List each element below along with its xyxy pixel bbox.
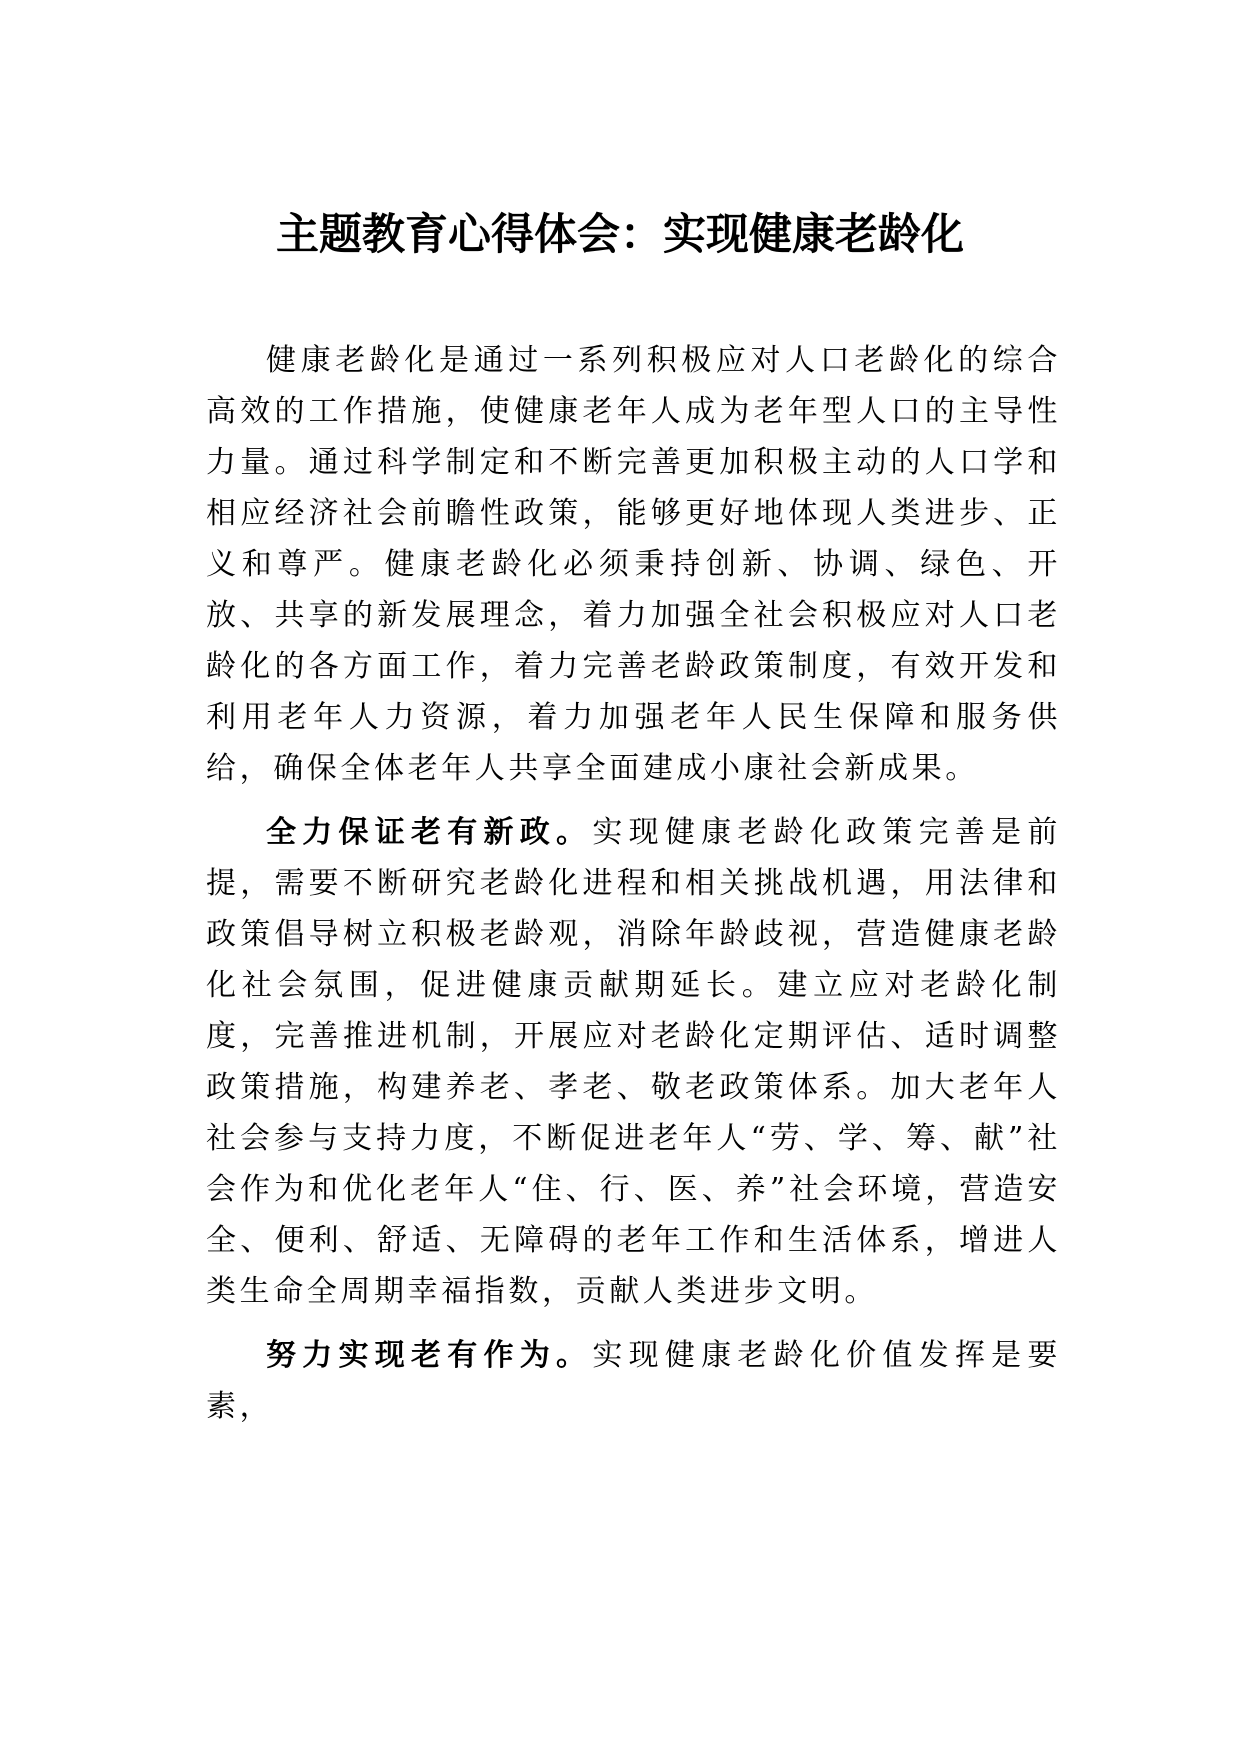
paragraph-text: 健康老龄化是通过一系列积极应对人口老龄化的综合高效的工作措施，使健康老年人成为老年型人口的主导性力量。通过科学制定和不断完善更加积极主动的人口学和相应经济社会前瞻性政策，能够更好地体现人类进步、正义和尊严。健康老龄化必须秉持创新、协调、绿色、开放、共享的新发展理念，着力加强全社会积极应对人口老龄化的各方面工作，着力完善老龄政策制度，有效开发和利用老年人力资源，着力加强老年人民生保障和服务供给，确保全体老年人共享全面建成小康社会新成果。 bbox=[206, 343, 1061, 786]
intro-paragraph bbox=[206, 335, 1061, 794]
paragraph-heading: 努力实现老有作为。 bbox=[266, 1338, 593, 1373]
paragraph-text: 实现健康老龄化价值发挥是要素， bbox=[206, 1338, 1061, 1424]
paragraph-heading: 全力保证老有新政。 bbox=[266, 815, 593, 850]
paragraph-text: 实现健康老龄化政策完善是前提，需要不断研究老龄化进程和相关挑战机遇，用法律和政策倡导树立积极老龄观，消除年龄歧视，营造健康老龄化社会氛围，促进健康贡献期延长。建立应对老龄化制度，完善推进机制，开展应对老龄化定期评估、适时调整政策措施，构建养老、孝老、敬老政策体系。加大老年人社会参与支持力度，不断促进老年人“劳、学、筹、献”社会作为和优化老年人“住、行、医、养”社会环境，营造安全、便利、舒适、无障碍的老年工作和生活体系，增进人类生命全周期幸福指数，贡献人类进步文明。 bbox=[206, 815, 1061, 1309]
document-body bbox=[206, 335, 1061, 1432]
section-paragraph-new-policy bbox=[206, 807, 1061, 1317]
document-title: 主题教育心得体会：实现健康老龄化 bbox=[276, 210, 964, 260]
section-paragraph-achievement bbox=[206, 1330, 1061, 1432]
